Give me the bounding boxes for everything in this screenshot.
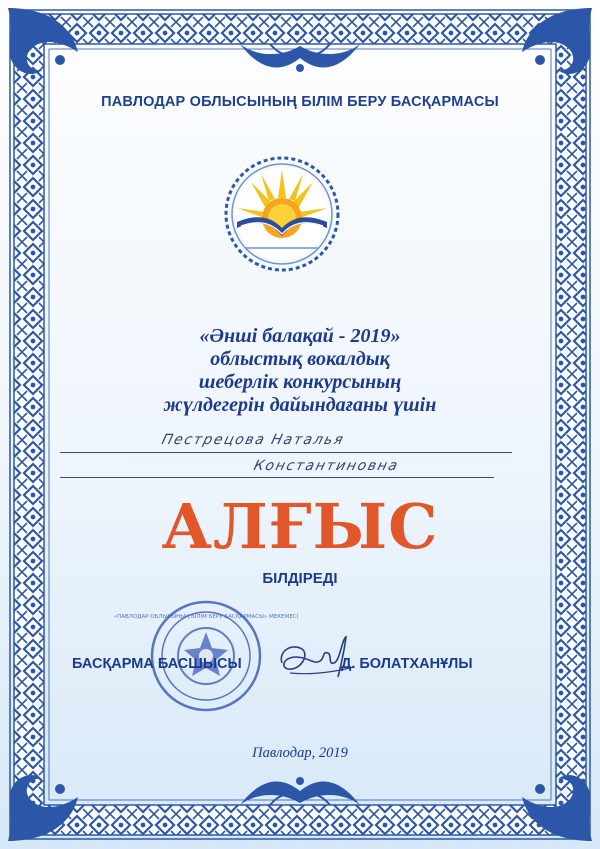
certificate-subtitle: БІЛДІРЕДІ [262, 570, 338, 587]
recipient-name-line1: Пестрецова Наталья [160, 432, 347, 448]
contest-line: «Әнші балақай - 2019» [199, 325, 401, 347]
organization-title: ПАВЛОДАР ОБЛЫСЫНЫҢ БІЛІМ БЕРУ БАСҚАРМАСЫ [101, 94, 499, 110]
sun-and-book-emblem-icon [211, 152, 353, 277]
place-date: Павлодар, 2019 [252, 745, 348, 761]
contest-line: облыстық вокалдық [210, 348, 390, 370]
name-underline-1 [60, 452, 512, 453]
top-center-ornament [240, 44, 360, 72]
certificate-title: АЛҒЫС [161, 490, 439, 563]
contest-description [0, 325, 600, 417]
signer-position: БАСҚАРМА БАСШЫСЫ [72, 656, 242, 672]
name-underline-2 [60, 477, 494, 478]
seal-text: «ПАВЛОДАР ОБЛЫСЫНЫҢ БІЛІМ БЕРУ БАСҚАРМАСЫ» МЕКЕМЕСІ [113, 614, 299, 620]
bottom-center-ornament [240, 777, 360, 805]
signer-name: Д. БОЛАТХАНҰЛЫ [341, 656, 473, 672]
contest-line: жүлдегерін дайындағаны үшін [163, 394, 437, 416]
recipient-name-line2: Константиновна [252, 458, 401, 474]
contest-line: шеберлік конкурсының [198, 371, 402, 393]
